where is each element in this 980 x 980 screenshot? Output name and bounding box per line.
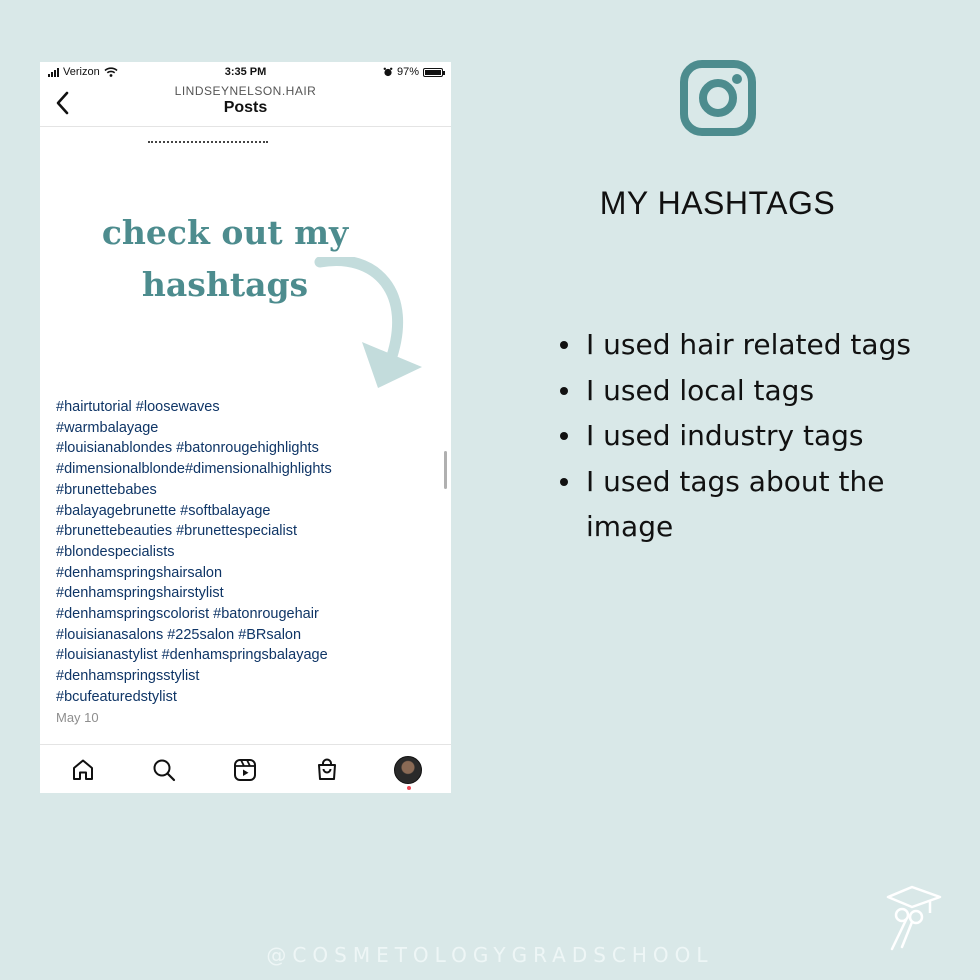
page-title: Posts	[223, 99, 268, 116]
bullet-item: I used hair related tags	[560, 322, 960, 368]
hashtag-line[interactable]: #louisianablondes #batonrougehighlights	[56, 440, 319, 457]
avatar	[394, 756, 422, 784]
alarm-icon	[383, 67, 393, 77]
search-icon	[151, 757, 177, 783]
nav-bar	[40, 82, 451, 127]
hashtag-line[interactable]: #denhamspringshairsalon	[56, 564, 223, 581]
phone-screenshot	[40, 62, 451, 793]
battery-icon	[423, 68, 443, 77]
footer-handle: @COSMETOLOGYGRADSCHOOL	[266, 943, 714, 967]
home-icon	[70, 757, 96, 783]
battery-fill	[425, 70, 441, 75]
hashtag-line[interactable]: #blondespecialists	[56, 543, 175, 560]
scrollbar[interactable]	[444, 451, 447, 489]
hashtag-line[interactable]: #balayagebrunette #softbalayage	[56, 502, 271, 519]
hashtag-line[interactable]: #louisianastylist #denhamspringsbalayage	[56, 647, 328, 664]
instagram-icon	[680, 60, 756, 136]
shop-icon	[314, 757, 340, 783]
scissors-graduation-cap-icon	[882, 883, 952, 953]
previous-caption-fragment	[148, 138, 268, 148]
hashtag-line[interactable]: #bcufeaturedstylist	[56, 688, 177, 705]
hashtag-caption	[56, 397, 436, 708]
tab-profile[interactable]	[394, 756, 422, 784]
headline-line-1: check out my	[101, 213, 349, 252]
curved-arrow-icon	[300, 257, 440, 397]
tab-reels[interactable]	[231, 756, 259, 784]
hashtag-line[interactable]: #warmbalayage	[56, 419, 159, 436]
notification-dot	[407, 786, 411, 790]
hashtag-line[interactable]: #denhamspringscolorist #batonrougehair	[56, 606, 319, 623]
tab-home[interactable]	[69, 756, 97, 784]
bullet-item: I used local tags	[560, 368, 960, 414]
hashtag-line[interactable]: #denhamspringsstylist	[56, 668, 200, 685]
tab-bar	[40, 744, 451, 793]
bullet-item: I used tags about the image	[560, 459, 960, 550]
tab-search[interactable]	[150, 756, 178, 784]
hashtag-line[interactable]: #dimensionalblonde#dimensionalhighlights	[56, 461, 332, 478]
status-bar	[40, 62, 451, 82]
status-time: 3:35 PM	[224, 66, 267, 78]
headline-line-2: hashtags	[141, 265, 309, 304]
hashtag-line[interactable]: #denhamspringshairstylist	[56, 585, 224, 602]
profile-username: LINDSEYNELSON.HAIR	[174, 84, 317, 98]
carrier-label: Verizon	[63, 66, 100, 78]
slide-heading: MY HASHTAGS	[599, 185, 836, 221]
post-date: May 10	[56, 710, 99, 725]
reels-icon	[232, 757, 258, 783]
hashtag-line[interactable]: #brunettebeauties #brunettespecialist	[56, 523, 298, 540]
hashtag-line[interactable]: #brunettebabes	[56, 481, 157, 498]
bullet-list	[560, 322, 960, 550]
status-right	[383, 66, 443, 78]
hashtag-line[interactable]: #louisianasalons #225salon #BRsalon	[56, 626, 302, 643]
tab-shop[interactable]	[313, 756, 341, 784]
bullet-item: I used industry tags	[560, 413, 960, 459]
battery-percent: 97%	[396, 66, 419, 78]
hashtag-line[interactable]: #hairtutorial #loosewaves	[56, 399, 220, 415]
